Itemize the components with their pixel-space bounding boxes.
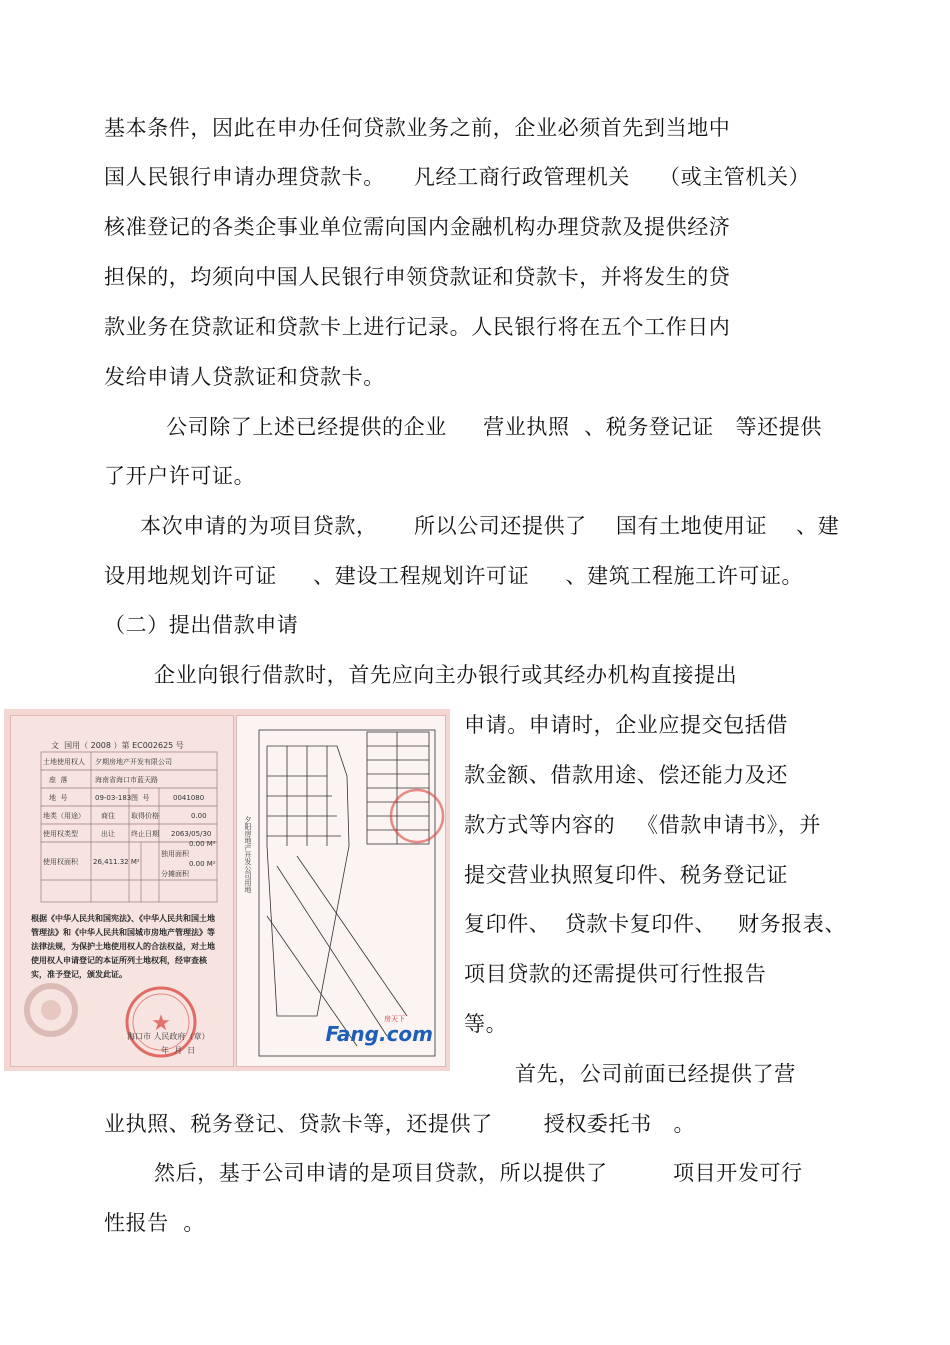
cert-label: 土地使用权人 — [43, 758, 85, 766]
cert-value: 0.00 — [191, 812, 207, 820]
svg-text:★: ★ — [151, 1011, 171, 1036]
cert-value: 出让 — [101, 830, 115, 838]
cert-label: 取得价格 — [131, 812, 159, 820]
cert-label: 独用面积 — [161, 850, 189, 858]
text-line: 款金额、借款用途、偿还能力及还 — [464, 763, 788, 787]
text-line: 申请。申请时，企业应提交包括借 — [464, 713, 788, 737]
text-line: 首先，公司前面已经提供了营 — [515, 1062, 796, 1086]
certificate-map-page — [236, 715, 446, 1067]
cert-label: 使用权类型 — [43, 830, 78, 838]
cert-label: 分摊面积 — [161, 870, 189, 878]
map-seal — [387, 786, 447, 846]
cert-label: 地类（用途） — [43, 812, 85, 820]
stamp-text: 海口市 人民政府（章） — [127, 1032, 210, 1041]
text-line: 发给申请人贷款证和贷款卡。 — [104, 365, 385, 389]
text-line: 本次申请的为项目贷款， 所以公司还提供了 国有土地使用证 、建 — [140, 514, 840, 538]
text-line: 基本条件，因此在申办任何贷款业务之前，企业必须首先到当地中 — [104, 116, 731, 140]
text-line: 企业向银行借款时，首先应向主办银行或其经办机构直接提出 — [154, 663, 738, 687]
certificate-header: 文 国用（ 2008 ）第 EC002625 号 — [51, 741, 184, 750]
parcel-map — [237, 716, 445, 1066]
text-line: 等。 — [464, 1012, 508, 1036]
text-line: 复印件、 贷款卡复印件、 财务报表、 — [464, 912, 846, 936]
cert-label: 图 号 — [131, 794, 150, 802]
cert-value: 海南省海口市蓝天路 — [95, 776, 158, 784]
fang-logo: Fang.com — [325, 1022, 433, 1046]
text-line: 公司除了上述已经提供的企业 营业执照 、税务登记证 等还提供 — [166, 415, 822, 439]
text-line: 担保的，均须向中国人民银行申领贷款证和贷款卡，并将发生的贷 — [104, 265, 731, 289]
text-line: 了开户许可证。 — [104, 464, 256, 488]
cert-label: 使用权面积 — [43, 858, 78, 866]
cert-value: 2063/05/30 — [171, 830, 212, 838]
text-line: 项目贷款的还需提供可行性报告 — [464, 962, 767, 986]
text-line: 业执照、税务登记、贷款卡等，还提供了 授权委托书 。 — [104, 1112, 696, 1136]
watermark-emblem — [21, 980, 81, 1040]
section-heading: （二）提出借款申请 — [104, 613, 299, 637]
text-line: 款方式等内容的 《借款申请书》，并 — [464, 813, 821, 837]
cert-value: 09-03-183 — [95, 794, 132, 802]
text-line: 核准登记的各类企事业单位需向国内金融机构办理贷款及提供经济 — [104, 215, 731, 239]
cert-label: 终止日期 — [131, 830, 159, 838]
cert-value: 0041080 — [173, 794, 205, 802]
text-line: 然后，基于公司申请的是项目贷款，所以提供了 项目开发可行 — [154, 1161, 803, 1185]
cert-label: 地 号 — [49, 794, 68, 802]
text-line: 国人民银行申请办理贷款卡。 凡经工商行政管理机关 （或主管机关） — [104, 165, 811, 189]
cert-label: 座 落 — [49, 776, 68, 784]
land-certificate-image — [4, 709, 450, 1071]
certificate-legal-text: 根据《中华人民共和国宪法》、《中华人民共和国土地管理法》和《中华人民共和国城市房地产管理法》等法律法规，为保护土地使用权人的合法权益，对土地使用权人申请登记的本证所列土地权利，经审查核实，准予登记，颁发此证。 — [31, 914, 215, 979]
cert-value: 商住 — [101, 812, 115, 820]
cert-value: 0.00 M² — [189, 840, 216, 848]
cert-value: 夕期房地产开发有限公司 — [95, 758, 172, 766]
certificate-left-page — [10, 715, 234, 1067]
text-line: 提交营业执照复印件、税务登记证 — [464, 863, 788, 887]
map-side-text: 夕阳房地产开发公司用地 — [244, 816, 252, 893]
cert-value: 0.00 M² — [189, 860, 216, 868]
text-line: 设用地规划许可证 、建设工程规划许可证 、建筑工程施工许可证。 — [104, 564, 804, 588]
fang-logo-small-text: 房天下 — [384, 1015, 405, 1023]
text-line: 性报告 。 — [104, 1211, 205, 1235]
issue-date: 年 月 日 — [161, 1046, 196, 1055]
text-line: 款业务在贷款证和贷款卡上进行记录。人民银行将在五个工作日内 — [104, 315, 731, 339]
cert-value: 26,411.32 M² — [93, 858, 140, 866]
